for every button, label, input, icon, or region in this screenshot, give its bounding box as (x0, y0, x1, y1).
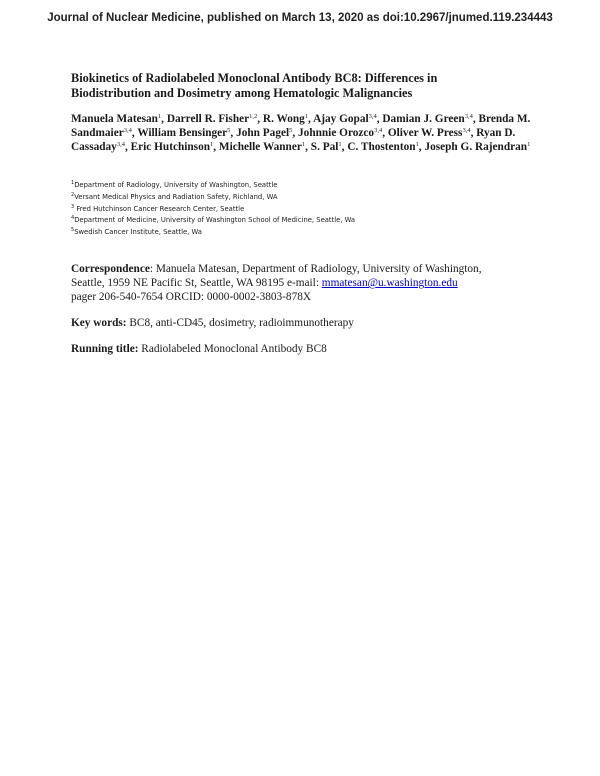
keywords-line (71, 317, 531, 329)
author-affiliation-marker: 1 (210, 141, 214, 148)
author-name: C. Thostenton (347, 141, 416, 153)
correspondence-line-3: pager 206-540-7654 ORCID: 0000-0002-3803-878X (71, 291, 312, 304)
affiliation-number: 2 (71, 191, 75, 198)
author-name: Manuela Matesan (71, 113, 158, 125)
keywords-text: BC8, anti-CD45, dosimetry, radioimmunotherapy (126, 317, 354, 329)
affiliation-item (71, 227, 531, 239)
correspondence-text: : Manuela Matesan, Department of Radiology, University of Washington, (149, 263, 482, 275)
affiliation-text: Department of Medicine, University of Washington School of Medicine, Seattle, Wa (74, 216, 356, 225)
author-name: Joseph G. Rajendran (424, 141, 528, 153)
running-title-label: Running title: (71, 343, 139, 355)
affiliation-text: Versant Medical Physics and Radiation Safety, Richland, WA (74, 192, 278, 201)
author-name: Oliver W. Press (387, 127, 463, 139)
author-affiliation-marker: 3,4 (123, 127, 132, 134)
affiliation-text: Department of Radiology, University of Washington, Seattle (74, 181, 278, 189)
author-name: Johnnie Orozco (298, 127, 375, 139)
affiliation-number: 3 (71, 203, 75, 210)
author-name: S. Pal (310, 141, 339, 153)
affiliation-text: Fred Hutchinson Cancer Research Center, Seattle (74, 204, 245, 213)
author-name: John Pagel (236, 127, 290, 139)
author-name: Michelle Wanner (218, 141, 302, 153)
affiliation-number: 4 (71, 215, 75, 222)
title-line-2: Biodistribution and Dosimetry among Hematologic Malignancies (71, 86, 413, 100)
author-affiliation-marker: 3,4 (374, 127, 383, 134)
author-name: R. Wong (262, 113, 305, 125)
author-list: Manuela Matesan$^1$, Darrell R. Fisher$^{1,2}$, R. Wong$^1$, Ajay Gopal$^{3,4}$, Damian J. Green$^{3,4}$, Brenda M. Sandmaier$^{3,4}$, William Bensinger$^5$, John Pagel$^5$, Johnnie Orozco$^{3,4}$, Oliver W. Press$^{3,4}$, Ryan D. Cassaday$^{3,4}$, Eric Hutchinson$^1$, Michelle Wanner$^1$, S. Pal$^1$, C. Thostenton$^1$, Joseph G. Rajendran$^1$ (71, 113, 531, 153)
running-title-line (71, 343, 531, 355)
author-affiliation-marker: 1 (338, 141, 342, 148)
affiliation-number: 1 (71, 180, 75, 186)
author-name: Damian J. Green (382, 113, 465, 125)
affiliation-item (71, 204, 531, 216)
correspondence-block (71, 262, 531, 305)
journal-header: Journal of Nuclear Medicine, published on March 13, 2020 as doi:10.2967/jnumed.119.234443 (47, 12, 553, 24)
author-name: Brenda M. Sandmaier (71, 113, 531, 139)
correspondence-address: Seattle, 1959 NE Pacific St, Seattle, WA 98195 e-mail: (71, 277, 322, 290)
author-name: Ajay Gopal (313, 113, 369, 125)
correspondence-line-1 (71, 262, 531, 276)
author-name: Eric Hutchinson (130, 141, 211, 153)
title-line-1: Biokinetics of Radiolabeled Monoclonal Antibody BC8: Differences in (71, 71, 438, 85)
paper-title (71, 71, 531, 101)
running-title-text: Radiolabeled Monoclonal Antibody BC8 (138, 343, 327, 355)
author-affiliation-marker: 1 (157, 113, 162, 120)
affiliation-list (71, 180, 531, 239)
author-affiliation-marker: 3,4 (368, 113, 377, 120)
author-affiliation-marker: 1,2 (249, 113, 258, 120)
affiliation-item (71, 215, 531, 227)
author-affiliation-marker: 3,4 (464, 113, 473, 120)
author-affiliation-marker: 1 (527, 141, 531, 148)
affiliation-text: Swedish Cancer Institute, Seattle, Wa (74, 228, 202, 237)
author-name: William Bensinger (137, 127, 228, 139)
correspondence-label: Correspondence (71, 263, 150, 275)
author-name: Darrell R. Fisher (166, 113, 250, 125)
affiliation-item (71, 180, 531, 192)
author-affiliation-marker: 5 (227, 127, 231, 134)
author-affiliation-marker: 1 (304, 113, 309, 120)
author-affiliation-marker: 5 (289, 127, 293, 134)
author-name: Ryan D. Cassaday (71, 127, 516, 153)
author-affiliation-marker: 3,4 (116, 141, 125, 148)
affiliation-number: 5 (71, 227, 75, 234)
correspondence-line-2 (71, 276, 531, 290)
affiliation-item (71, 192, 531, 204)
keywords-label: Key words: (71, 317, 127, 329)
author-affiliation-marker: 1 (301, 141, 306, 148)
author-affiliation-marker: 3,4 (462, 127, 471, 134)
author-affiliation-marker: 1 (415, 141, 419, 148)
correspondence-email-link[interactable]: mmatesan@u.washington.edu (321, 277, 458, 290)
